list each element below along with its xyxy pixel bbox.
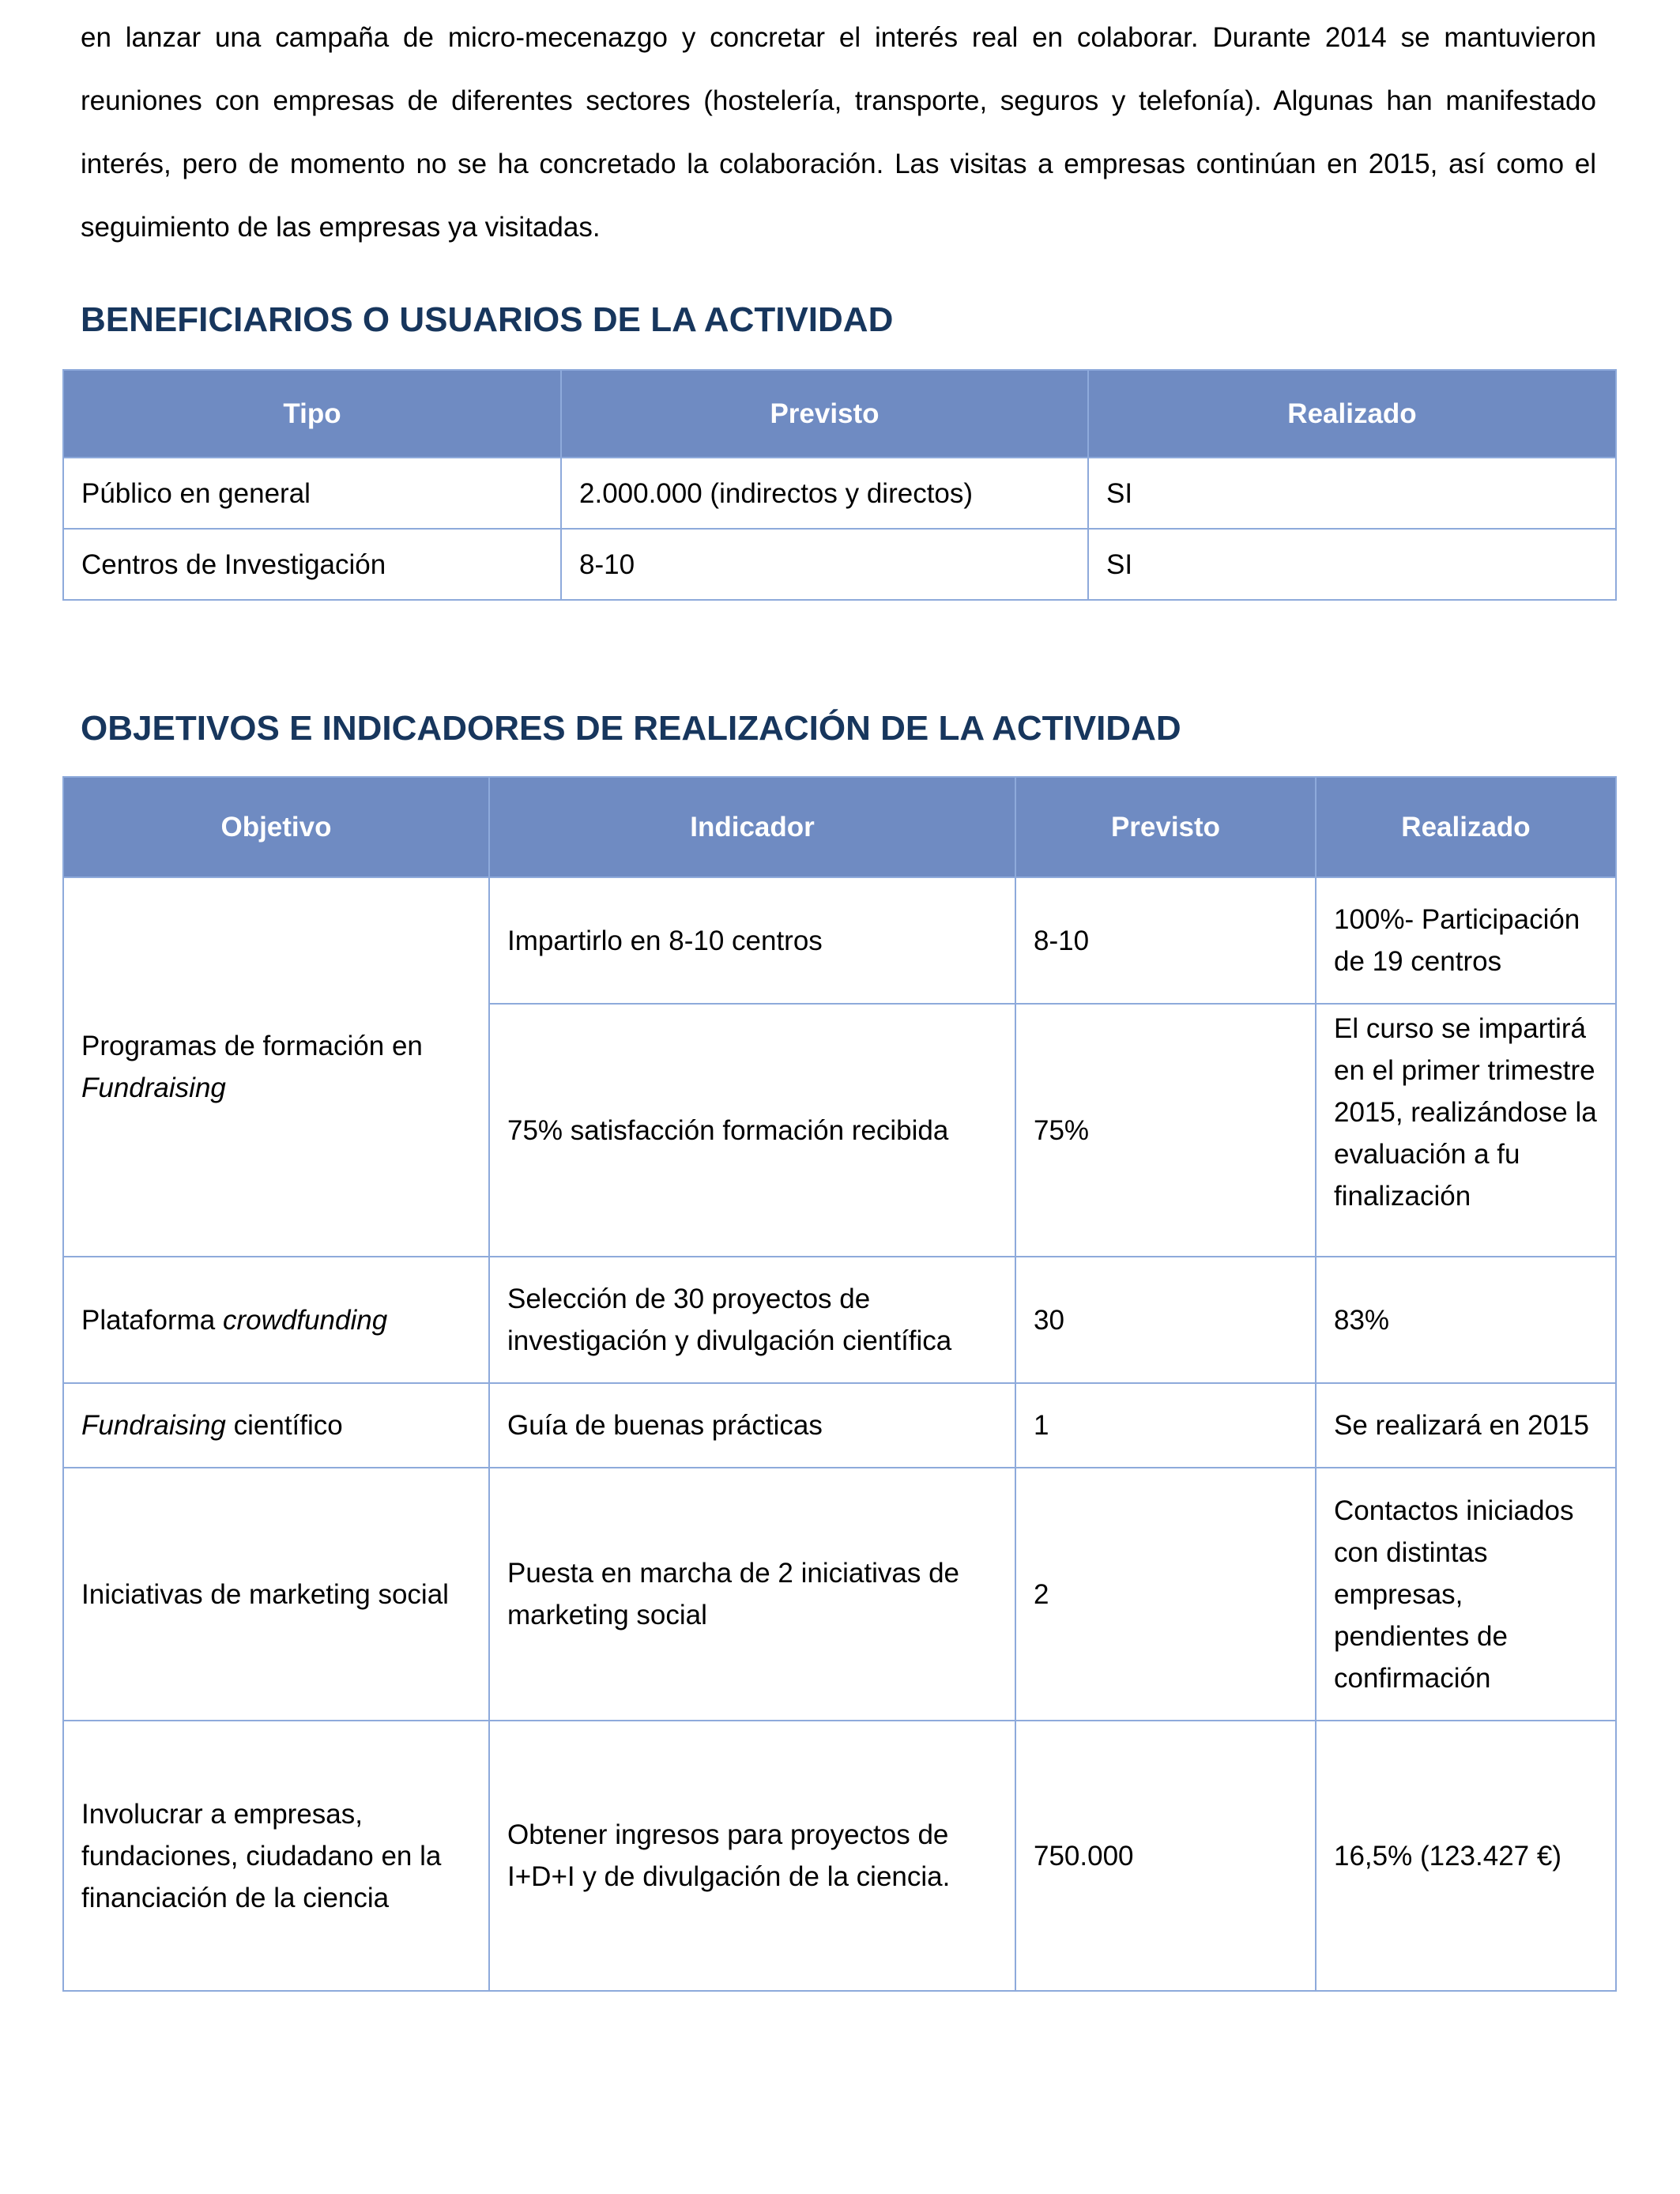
table-row [63,877,1616,1004]
cell-realizado: SI [1088,529,1616,600]
table-row [63,458,1616,529]
objetivo-emphasis: crowdfunding [222,1304,388,1336]
table-row [63,529,1616,600]
beneficiarios-heading: BENEFICIARIOS O USUARIOS DE LA ACTIVIDAD [81,300,894,339]
cell-objetivo: Iniciativas de marketing social [63,1468,489,1721]
cell-indicador: 75% satisfacción formación recibida [489,1004,1015,1257]
intro-paragraph [81,6,1596,259]
cell-previsto: 2 [1015,1468,1316,1721]
table-row [63,1257,1616,1383]
objetivo-text: científico [225,1410,343,1441]
cell-previsto: 8-10 [561,529,1088,600]
cell-previsto: 2.000.000 (indirectos y directos) [561,458,1088,529]
cell-tipo: Centros de Investigación [63,529,561,600]
column-header-tipo: Tipo [63,370,561,458]
cell-indicador: Puesta en marcha de 2 iniciativas de marketing social [489,1468,1015,1721]
column-header-previsto: Previsto [1015,777,1316,877]
table-header-row [63,370,1616,458]
cell-realizado: Se realizará en 2015 [1316,1383,1616,1468]
cell-objetivo: Involucrar a empresas, fundaciones, ciudadano en la financiación de la ciencia [63,1721,489,1991]
cell-previsto: 1 [1015,1383,1316,1468]
cell-objetivo [63,1383,489,1468]
table-row [63,1383,1616,1468]
column-header-objetivo: Objetivo [63,777,489,877]
cell-previsto: 8-10 [1015,877,1316,1004]
cell-realizado: 100%- Participación de 19 centros [1316,877,1616,1004]
column-header-realizado: Realizado [1316,777,1616,877]
objetivo-text: Plataforma [81,1304,223,1336]
cell-indicador: Impartirlo en 8-10 centros [489,877,1015,1004]
column-header-realizado: Realizado [1088,370,1616,458]
cell-realizado: El curso se impartirá en el primer trimestre 2015, realizándose la evaluación a fu finalización [1316,1004,1616,1257]
objetivo-text: Programas de formación en [81,1031,423,1061]
cell-tipo: Público en general [63,458,561,529]
table-row [63,1468,1616,1721]
table-row [63,1721,1616,1991]
cell-previsto: 30 [1015,1257,1316,1383]
objetivo-emphasis: Fundraising [81,1410,226,1441]
cell-indicador: Obtener ingresos para proyectos de I+D+I y de divulgación de la ciencia. [489,1721,1015,1991]
cell-objetivo [63,1257,489,1383]
cell-realizado: 16,5% (123.427 €) [1316,1721,1616,1991]
column-header-previsto: Previsto [561,370,1088,458]
cell-realizado: SI [1088,458,1616,529]
intro-text: en lanzar una campaña de micro-mecenazgo y concretar el interés real en colaborar. Durante 2014 se mantuvieron reuniones con empresas de diferentes sectores (hostelería, transporte, seguros y telefonía). Algunas han manifestado interés, pero de momento no se ha concretado la colaboración. Las visitas a empresas continúan en 2015, así como el seguimiento de las empresas ya visitadas. [81,22,1596,243]
cell-indicador: Guía de buenas prácticas [489,1383,1015,1468]
beneficiarios-table [62,369,1617,601]
cell-indicador: Selección de 30 proyectos de investigación y divulgación científica [489,1257,1015,1383]
cell-previsto: 75% [1015,1004,1316,1257]
objetivos-table [62,776,1617,1992]
table-header-row [63,777,1616,877]
objetivo-emphasis: Fundraising [81,1072,226,1103]
cell-previsto: 750.000 [1015,1721,1316,1991]
column-header-indicador: Indicador [489,777,1015,877]
cell-realizado: 83% [1316,1257,1616,1383]
objetivos-heading: OBJETIVOS E INDICADORES DE REALIZACIÓN DE LA ACTIVIDAD [81,709,1181,748]
cell-objetivo [63,877,489,1257]
cell-realizado: Contactos iniciados con distintas empresas, pendientes de confirmación [1316,1468,1616,1721]
